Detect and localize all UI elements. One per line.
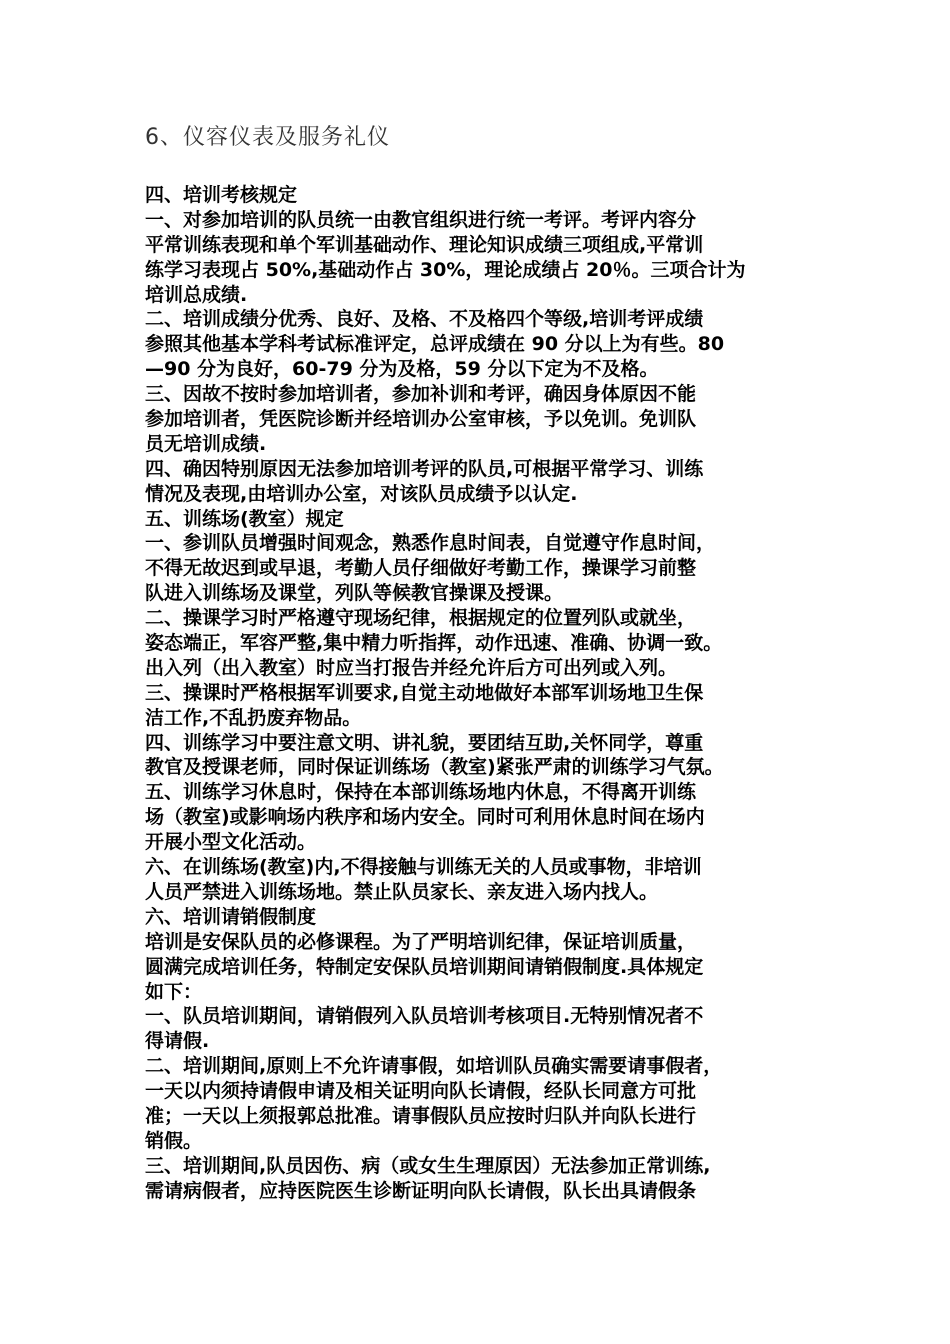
text-line: 六、在训练场(教室)内,不得接触与训练无关的人员或事物，非培训 [145, 856, 702, 879]
text-line: 队进入训练场及课堂，列队等候教官操课及授课。 [145, 582, 564, 605]
text-line: 平常训练表现和单个军训基础动作、理论知识成绩三项组成,平常训 [145, 233, 704, 256]
text-line: 参加培训者，凭医院诊断并经培训办公室审核，予以免训。免训队 [145, 408, 697, 431]
text-line: 教官及授课老师，同时保证训练场（教室)紧张严肃的训练学习气氛。 [145, 756, 724, 779]
text-line: 一、队员培训期间，请销假列入队员培训考核项目.无特别情况者不 [145, 1005, 704, 1028]
document-body [145, 183, 835, 1204]
text-line: 培训是安保队员的必修课程。为了严明培训纪律，保证培训质量， [145, 930, 697, 953]
text-line: 姿态端正，军容严整,集中精力听指挥，动作迅速、准确、协调一致。 [145, 632, 723, 655]
text-line: 一天以内须持请假申请及相关证明向队长请假，经队长同意方可批 [145, 1080, 697, 1103]
text-line: 五、训练场(教室）规定 [145, 507, 344, 530]
section-heading: 6、仪容仪表及服务礼仪 [145, 125, 390, 150]
text-line: 洁工作,不乱扔废弃物品。 [145, 706, 362, 729]
text-line: 得请假. [145, 1030, 210, 1053]
text-line: 四、培训考核规定 [145, 184, 298, 206]
text-line: 准；一天以上须报郭总批准。请事假队员应按时归队并向队长进行 [145, 1104, 697, 1127]
text-line: 圆满完成培训任务，特制定安保队员培训期间请销假制度.具体规定 [145, 955, 704, 978]
text-line: 一、参训队员增强时间观念，熟悉作息时间表，自觉遵守作息时间， [145, 532, 716, 555]
text-line: 二、培训期间,原则上不允许请事假，如培训队员确实需要请事假者， [145, 1055, 723, 1078]
text-line: 需请病假者，应持医院医生诊断证明向队长请假，队长出具请假条 [145, 1179, 697, 1202]
text-line: 如下： [145, 980, 203, 1003]
text-line: 五、训练学习休息时，保持在本部训练场地内休息，不得离开训练 [145, 781, 697, 804]
text-line: —90 分为良好，60-79 分为及格，59 分以下定为不及格。 [145, 358, 659, 381]
text-line: 三、操课时严格根据军训要求,自觉主动地做好本部军训场地卫生保 [145, 681, 704, 704]
text-line: 三、培训期间,队员因伤、病（或女生生理原因）无法参加正常训练, [145, 1154, 711, 1177]
text-line: 四、确因特别原因无法参加培训考评的队员,可根据平常学习、训练 [145, 457, 704, 480]
text-line: 场（教室)或影响场内秩序和场内安全。同时可利用休息时间在场内 [145, 806, 705, 829]
text-line: 参照其他基本学科考试标准评定，总评成绩在 90 分以上为有些。80 [145, 333, 725, 356]
text-line: 六、培训请销假制度 [145, 905, 317, 928]
text-line: 员无培训成绩. [145, 432, 267, 455]
text-line: 二、操课学习时严格遵守现场纪律，根据规定的位置列队或就坐， [145, 607, 697, 630]
text-line: 三、因故不按时参加培训者，参加补训和考评，确因身体原因不能 [145, 383, 697, 406]
text-line: 四、训练学习中要注意文明、讲礼貌，要团结互助,关怀同学，尊重 [145, 731, 704, 754]
text-line: 人员严禁进入训练场地。禁止队员家长、亲友进入场内找人。 [145, 880, 659, 903]
text-line: 开展小型文化活动。 [145, 831, 317, 854]
text-line: 销假。 [145, 1129, 203, 1152]
text-line: 练学习表现占 50%,基础动作占 30%，理论成绩占 20％。三项合计为 [145, 258, 746, 281]
text-line: 一、对参加培训的队员统一由教官组织进行统一考评。考评内容分 [145, 208, 697, 231]
text-line: 培训总成绩. [145, 283, 248, 306]
text-line: 不得无故迟到或早退，考勤人员仔细做好考勤工作，操课学习前整 [145, 557, 697, 580]
text-line: 二、培训成绩分优秀、良好、及格、不及格四个等级,培训考评成绩 [145, 308, 704, 331]
text-line: 出入列（出入教室）时应当打报告并经允许后方可出列或入列。 [145, 656, 678, 679]
text-line: 情况及表现,由培训办公室，对该队员成绩予以认定. [145, 482, 578, 505]
